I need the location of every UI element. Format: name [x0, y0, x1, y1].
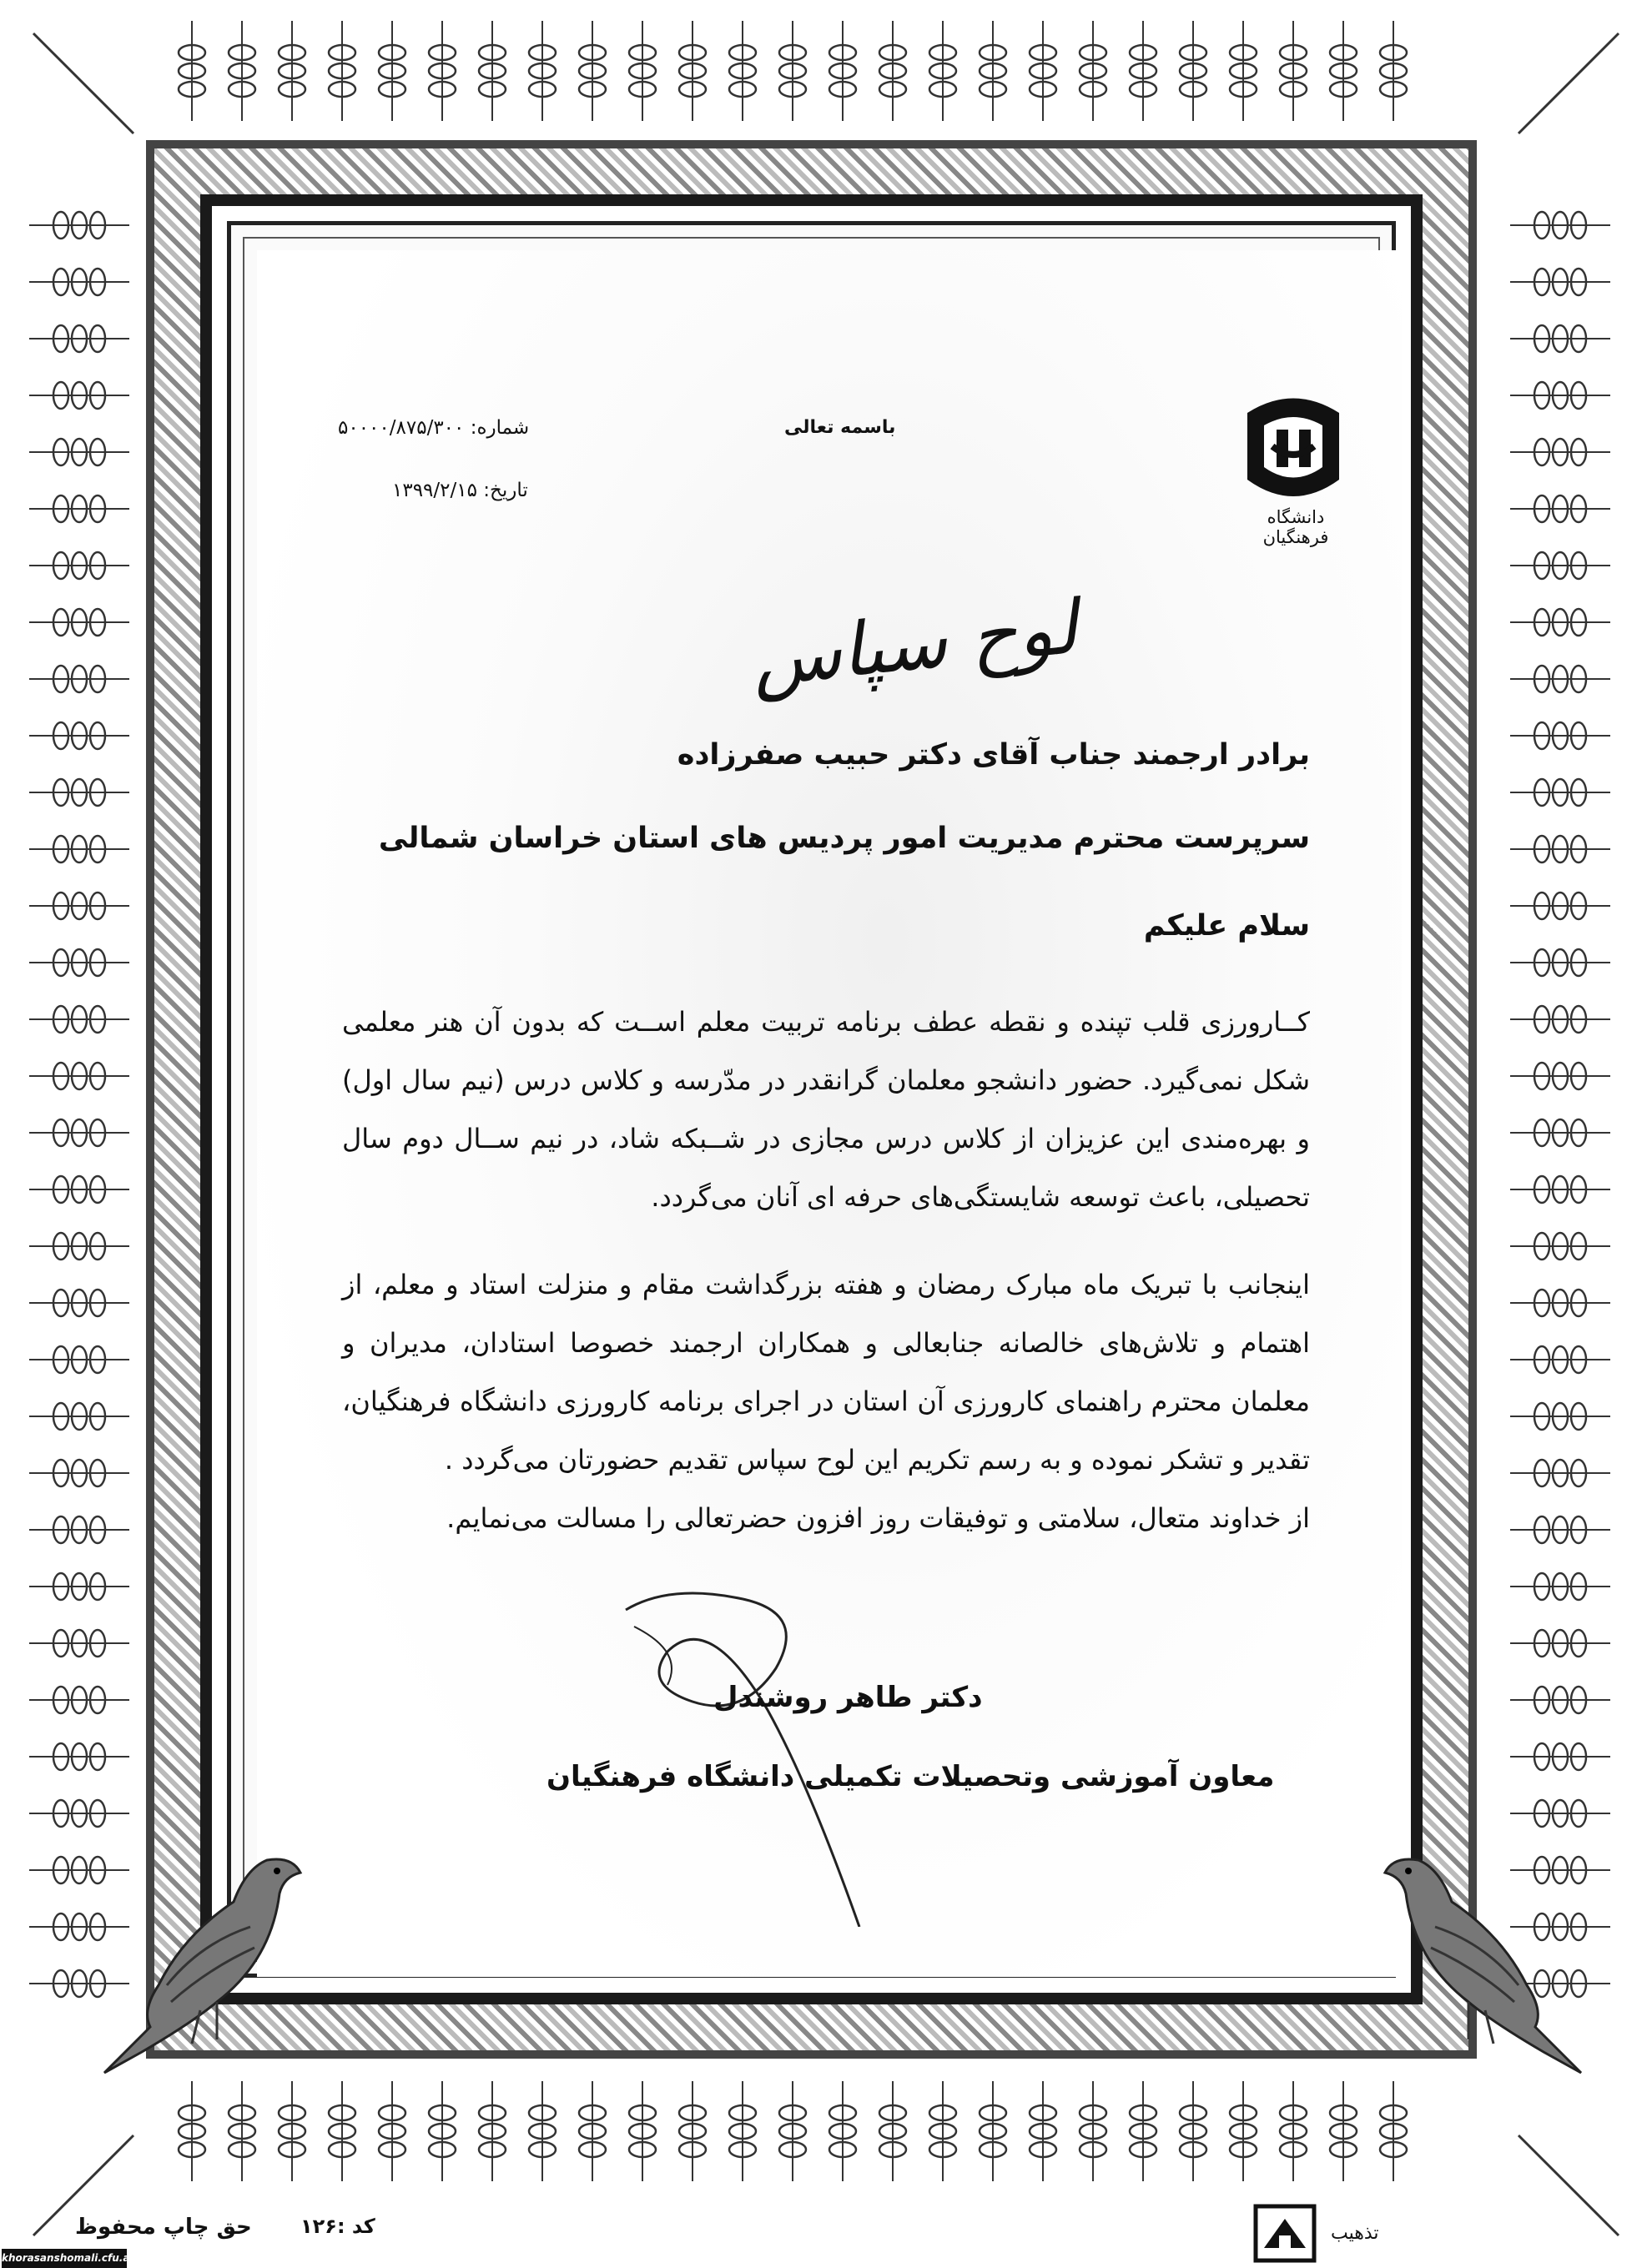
ornament-motif [29, 1403, 129, 1430]
ornament-motif [629, 2081, 656, 2181]
ornament-motif [379, 2081, 405, 2181]
body-line: تقدیر و تشکر نموده و به رسم تکریم این لوح سپاس تقدیم حضورتان می‌گردد . [444, 1444, 1310, 1476]
ornament-motif [1510, 1460, 1610, 1486]
ornament-motif [229, 21, 255, 121]
ornament-motif [980, 2081, 1006, 2181]
ornament-motif [1230, 21, 1257, 121]
ornament-motif [1510, 552, 1610, 579]
ornament-motif [29, 1176, 129, 1203]
ornament-motif [1510, 893, 1610, 919]
bismillah-heading: باسمه تعالی [784, 417, 896, 438]
ornament-motif [279, 2081, 305, 2181]
ornament-motif [29, 666, 129, 692]
ornament-motif [179, 2081, 205, 2181]
ornament-motif [1030, 2081, 1056, 2181]
ornament-motif [479, 21, 506, 121]
ornament-motif [1180, 2081, 1206, 2181]
body-line: شکل نمی‌گیرد. حضور دانشجو معلمان گرانقدر در مدّرسه و کلاس درس (نیم سال اول) [342, 1064, 1310, 1096]
ornament-motif [779, 21, 806, 121]
ornament-motif [29, 212, 129, 239]
greeting: سلام علیکم [1143, 909, 1310, 943]
ornament-motif [329, 2081, 355, 2181]
ornament-motif [1510, 439, 1610, 465]
ornament-motif [1510, 836, 1610, 862]
body-line: معلمان محترم راهنمای کارورزی آن استان در اجرای برنامه کارورزی دانشگاه فرهنگیان، [342, 1385, 1310, 1417]
letter-date [392, 480, 528, 501]
ornament-motif [29, 1573, 129, 1600]
copyright-note: حق چاپ محفوظ [75, 2215, 252, 2240]
ornament-motif [29, 1743, 129, 1770]
signatory-name: دکتر طاهر روشندل [713, 1681, 983, 1714]
ornament-motif [29, 1233, 129, 1260]
ornament-motif [429, 2081, 456, 2181]
ornament-motif [29, 949, 129, 976]
ornament-motif [1510, 1687, 1610, 1713]
ornament-motif [1510, 382, 1610, 409]
recipient-position: سرپرست محترم مدیریت امور پردیس های استان خراسان شمالی [378, 822, 1310, 855]
ornament-motif [829, 21, 856, 121]
ornament-motif [1330, 2081, 1357, 2181]
ornament-motif [1510, 212, 1610, 239]
date-value: ۱۳۹۹/۲/۱۵ [392, 480, 477, 501]
ornament-motif [29, 893, 129, 919]
ornament-motif [29, 609, 129, 636]
ornament-motif [29, 779, 129, 806]
ornament-motif [1510, 1346, 1610, 1373]
ornament-motif [29, 1460, 129, 1486]
ornament-motif [1510, 1743, 1610, 1770]
body-line: و بهره‌مندی این عزیزان از کلاس درس مجازی در شــبکه شاد، در نیم ســال دوم سال [342, 1123, 1310, 1154]
ornament-motif [779, 2081, 806, 2181]
ornament-motif [1510, 1063, 1610, 1089]
ornament-motif [1330, 21, 1357, 121]
ornament-motif [29, 552, 129, 579]
signatory-title: معاون آموزشی وتحصیلات تکمیلی دانشگاه فرهنگیان [546, 1760, 1275, 1793]
ornament-motif [329, 21, 355, 121]
ornament-motif [1510, 1176, 1610, 1203]
ornament-motif [29, 1006, 129, 1033]
ornament-motif [29, 1290, 129, 1316]
ornament-motif [879, 21, 906, 121]
number-value: ۵۰۰۰۰/۸۷۵/۳۰۰ [338, 417, 465, 439]
signature-scribble [617, 1577, 918, 1927]
ornament-motif [29, 836, 129, 862]
ornament-motif [29, 439, 129, 465]
ornament-motif [1510, 1403, 1610, 1430]
ornament-motif [29, 269, 129, 295]
ornament-motif [729, 21, 756, 121]
ornament-motif [1380, 21, 1407, 121]
ornament-motif [1080, 2081, 1106, 2181]
ornament-motif [29, 1630, 129, 1657]
ornament-motif [829, 2081, 856, 2181]
logo-caption: دانشگاه فرهنگیان [1262, 507, 1329, 547]
bird-icon [1360, 1843, 1594, 2077]
ornament-motif [980, 21, 1006, 121]
body-line: از خداوند متعال، سلامتی و توفیقات روز افزون حضرتعالی را مسالت می‌نمایم. [446, 1502, 1310, 1534]
ornament-motif [479, 2081, 506, 2181]
ornament-motif [179, 21, 205, 121]
publisher-logo-icon [1252, 2202, 1318, 2265]
ornament-motif [579, 2081, 606, 2181]
ornament-motif [29, 1063, 129, 1089]
recipient-name: برادر ارجمند جناب آقای دکتر حبیب صفرزاده [677, 738, 1310, 772]
ornament-motif [29, 495, 129, 522]
ornament-motif [429, 21, 456, 121]
ornament-corner [33, 33, 133, 133]
ornament-motif [29, 382, 129, 409]
ornament-motif [629, 21, 656, 121]
letter-number [338, 417, 529, 439]
ornament-motif [529, 2081, 556, 2181]
ornament-motif [1130, 21, 1156, 121]
ornament-motif [1180, 21, 1206, 121]
ornament-motif [1510, 325, 1610, 352]
ornament-motif [1510, 1800, 1610, 1827]
ornament-corner [1519, 2135, 1619, 2235]
ornament-motif [1510, 269, 1610, 295]
ornament-motif [1130, 2081, 1156, 2181]
ornament-motif [1510, 1006, 1610, 1033]
ornament-corner [1519, 33, 1619, 133]
ornament-motif [1510, 1290, 1610, 1316]
ornament-motif [29, 1516, 129, 1543]
body-line: اهتمام و تلاش‌های خالصانه جنابعالی و همکاران ارجمند خصوصا استادان، مدیران و [342, 1327, 1310, 1359]
ornament-motif [679, 2081, 706, 2181]
body-line: اینجانب با تبریک ماه مبارک رمضان و هفته بزرگداشت مقام و منزلت استاد و معلم، از [342, 1269, 1310, 1300]
ornament-motif [279, 21, 305, 121]
body-paragraph-2 [342, 1255, 1310, 1547]
publisher-name: تذهیب [1331, 2223, 1379, 2244]
ornament-motif [1510, 666, 1610, 692]
ornament-motif [379, 21, 405, 121]
ornament-motif [1380, 2081, 1407, 2181]
ornament-motif [1230, 2081, 1257, 2181]
ornament-motif [929, 2081, 956, 2181]
number-label: شماره: [470, 417, 530, 439]
ornament-motif [1510, 1233, 1610, 1260]
site-watermark: khorasanshomali.cfu.ac.ir [2, 2249, 127, 2268]
ornament-motif [1510, 609, 1610, 636]
ornament-motif [1510, 722, 1610, 749]
ornament-motif [1280, 2081, 1307, 2181]
ornament-motif [1080, 21, 1106, 121]
ornament-motif [1510, 949, 1610, 976]
ornament-motif [1510, 495, 1610, 522]
ornament-motif [29, 1119, 129, 1146]
ornament-motif [29, 325, 129, 352]
certificate-title: لوح سپاس [747, 583, 1081, 704]
bird-icon [92, 1843, 325, 2077]
body-line: تحصیلی، باعث توسعه شایستگی‌های حرفه ای آنان می‌گردد. [651, 1181, 1310, 1213]
date-label: تاریخ: [483, 480, 528, 501]
body-paragraph-1 [342, 993, 1310, 1226]
ornament-motif [29, 1800, 129, 1827]
ornament-motif [579, 21, 606, 121]
ornament-motif [929, 21, 956, 121]
ornament-motif [229, 2081, 255, 2181]
print-code: کد :۱۲۶ [300, 2215, 375, 2238]
ornament-motif [29, 722, 129, 749]
ornament-motif [1510, 1573, 1610, 1600]
ornament-motif [1510, 1516, 1610, 1543]
ornament-motif [879, 2081, 906, 2181]
ornament-motif [529, 21, 556, 121]
ornament-motif [679, 21, 706, 121]
ornament-motif [29, 1346, 129, 1373]
ornament-motif [1510, 1119, 1610, 1146]
ornament-motif [1030, 21, 1056, 121]
ornament-motif [729, 2081, 756, 2181]
body-line: کــارورزی قلب تپنده و نقطه عطف برنامه تربیت معلم اســت که بدون آن هنر معلمی [342, 1006, 1310, 1038]
ornament-motif [29, 1687, 129, 1713]
ornament-motif [1280, 21, 1307, 121]
ornament-motif [1510, 779, 1610, 806]
ornament-motif [1510, 1630, 1610, 1657]
